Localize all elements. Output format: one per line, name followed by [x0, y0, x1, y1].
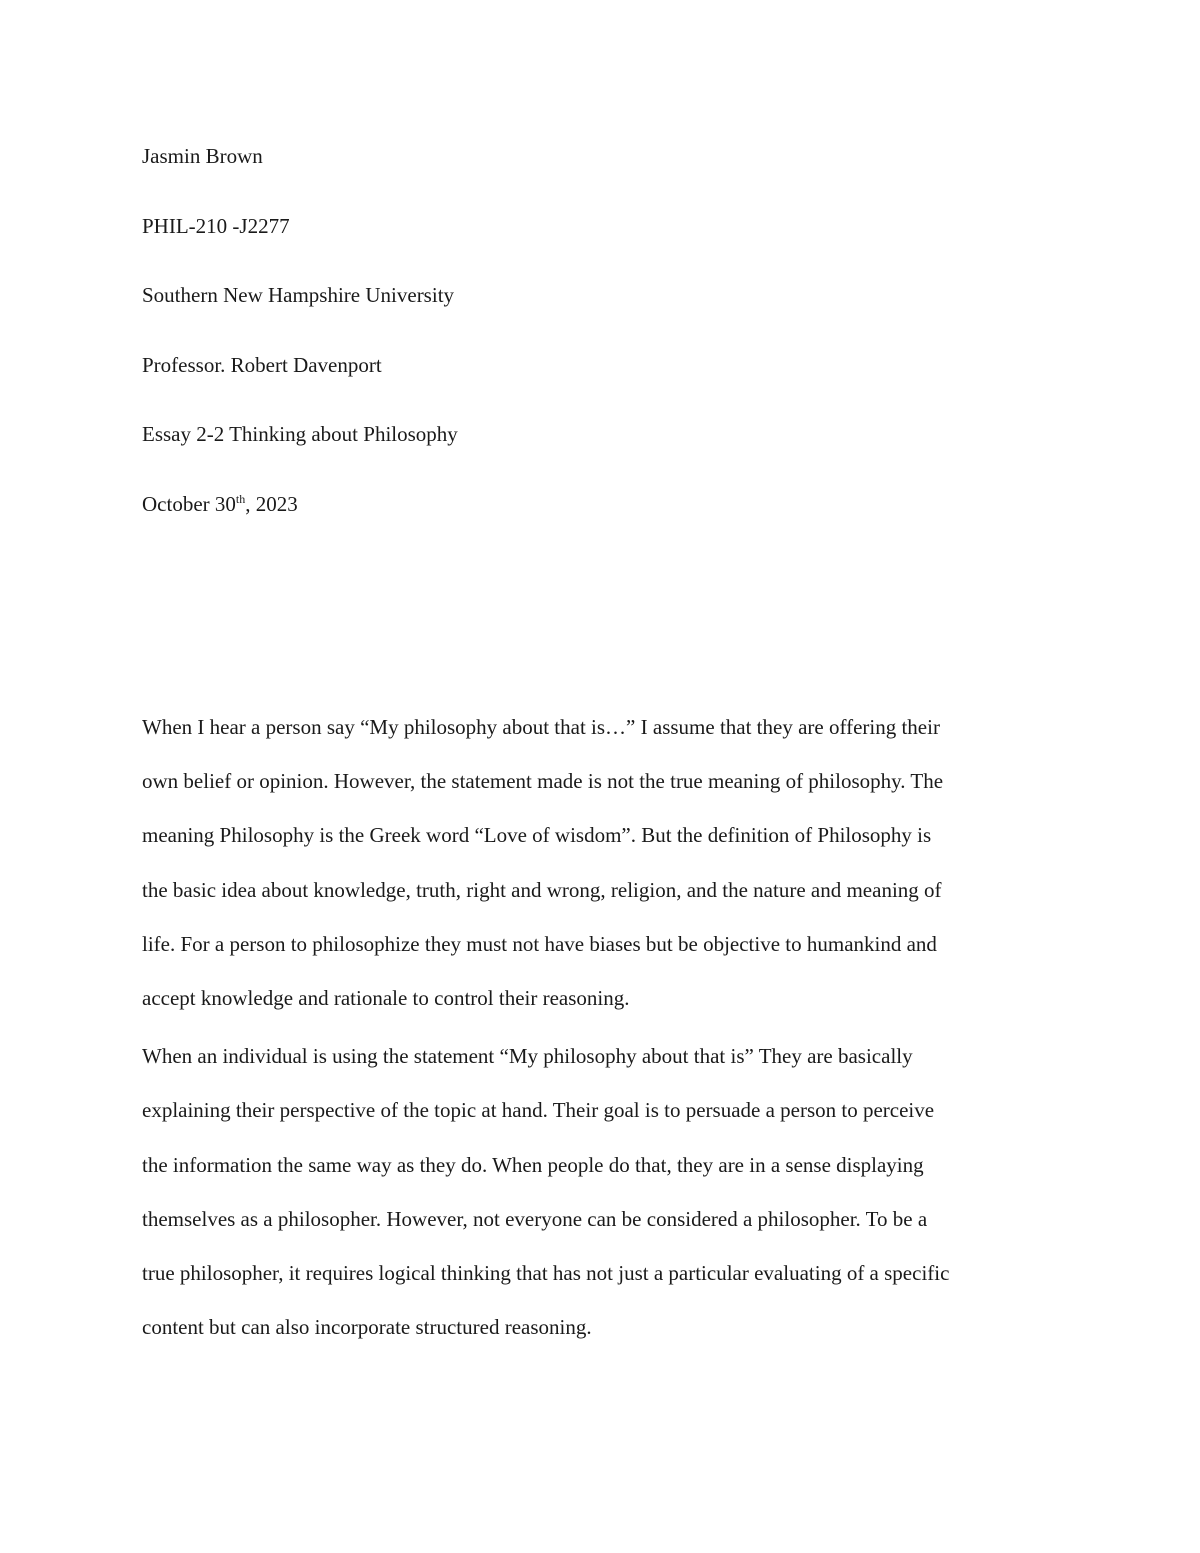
paragraph-line: true philosopher, it requires logical thinking that has not just a particular evaluating of a specific [142, 1261, 950, 1286]
paragraph-line: the basic idea about knowledge, truth, right and wrong, religion, and the nature and meaning of [142, 877, 942, 902]
paragraph-line: meaning Philosophy is the Greek word “Love of wisdom”. But the definition of Philosophy is [142, 823, 932, 848]
paragraph-1 [142, 700, 1072, 1025]
paragraph-line: When I hear a person say “My philosophy about that is…” I assume that they are offering their [142, 715, 940, 739]
paragraph-line: the information the same way as they do. When people do that, they are in a sense displaying [142, 1152, 924, 1177]
paragraph-line: themselves as a philosopher. However, not everyone can be considered a philosopher. To be a [142, 1206, 928, 1231]
author-name: Jasmin Brown [142, 144, 263, 168]
institution-name: Southern New Hampshire University [142, 283, 455, 307]
paragraph-line: When an individual is using the statement “My philosophy about that is” They are basically [142, 1044, 913, 1069]
paragraph-line: accept knowledge and rationale to control their reasoning. [142, 986, 630, 1011]
essay-body [142, 700, 1072, 1358]
paragraph-line: explaining their perspective of the topic at hand. Their goal is to persuade a person to perceive [142, 1098, 935, 1123]
assignment-title: Essay 2-2 Thinking about Philosophy [142, 422, 458, 446]
paragraph-line: content but can also incorporate structured reasoning. [142, 1315, 592, 1340]
paragraph-line: life. For a person to philosophize they must not have biases but be objective to humankind and [142, 931, 937, 956]
date-month-day: October 30 [142, 491, 236, 516]
date-year: , 2023 [245, 491, 298, 516]
date-ordinal-suffix: th [235, 491, 246, 506]
paragraph-2 [142, 1029, 1072, 1354]
essay-heading [142, 141, 1102, 558]
professor-name: Professor. Robert Davenport [142, 352, 382, 377]
essay-date [142, 489, 1102, 519]
course-code: PHIL-210 -J2277 [142, 213, 290, 238]
paragraph-line: own belief or opinion. However, the statement made is not the true meaning of philosophy. The [142, 769, 944, 794]
